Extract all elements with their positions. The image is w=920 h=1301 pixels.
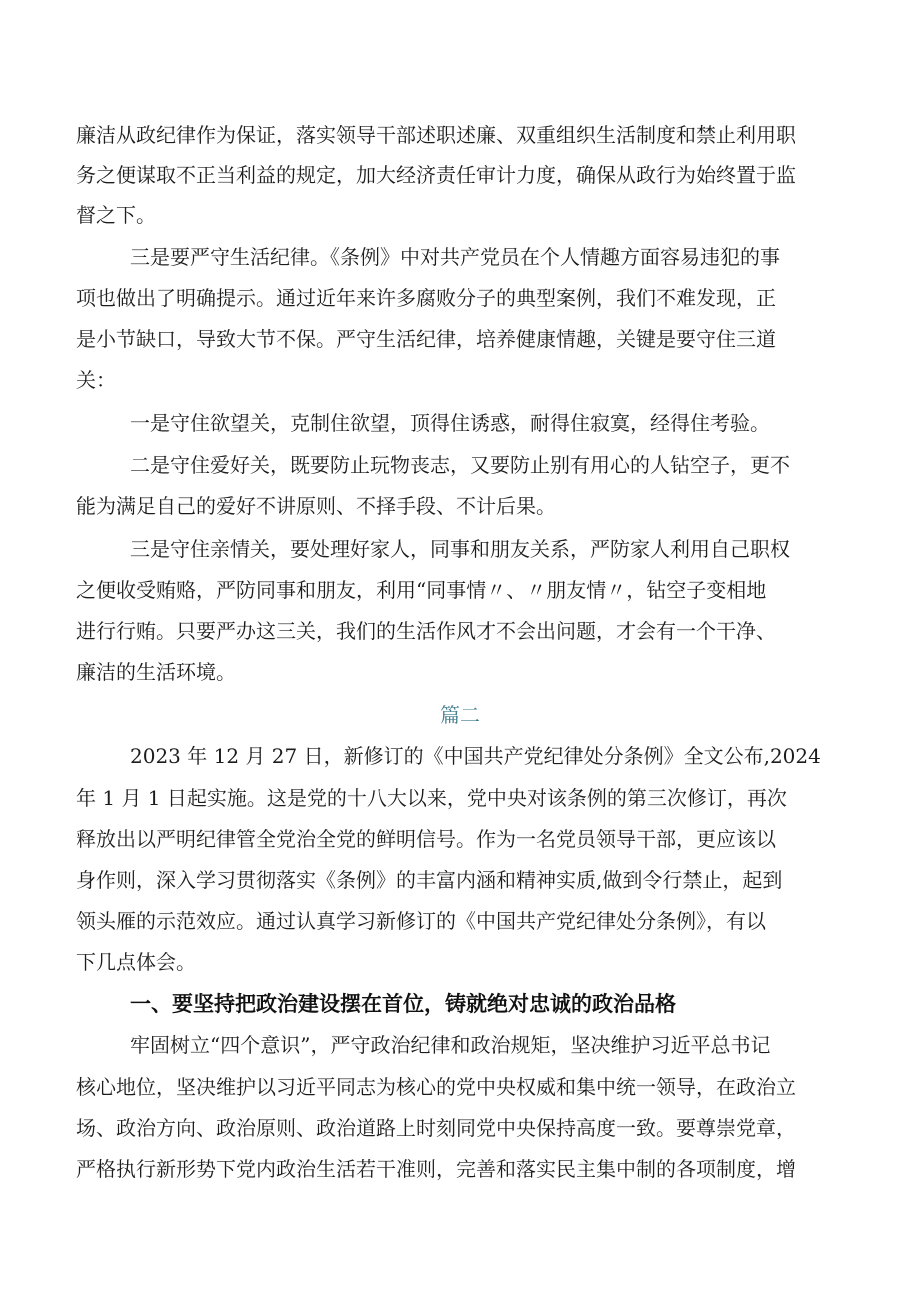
body-text-line: 是小节缺口，导致大节不保。严守生活纪律，培养健康情趣，关键是要守住三道 — [76, 327, 776, 351]
body-text-line: 下几点体会。 — [76, 950, 196, 974]
body-text-line: 2023 年 12 月 27 日，新修订的《中国共产党纪律处分条例》全文公布,2024 — [130, 744, 821, 768]
body-text-line: 廉洁的生活环境。 — [76, 660, 236, 684]
body-text-line: 场、政治方向、政治原则、政治道路上时刻同党中央保持高度一致。要尊崇党章， — [76, 1116, 796, 1140]
body-text-line: 务之便谋取不正当利益的规定，加大经济责任审计力度，确保从政行为始终置于监 — [76, 163, 796, 187]
body-text-line: 关： — [76, 368, 116, 392]
body-text-line: 能为满足自己的爱好不讲原则、不择手段、不计后果。 — [76, 494, 556, 518]
body-text-line: 三是守住亲情关，要处理好家人，同事和朋友关系，严防家人利用自己职权 — [130, 537, 790, 561]
body-text-line: 督之下。 — [76, 203, 156, 227]
body-text-line: 严格执行新形势下党内政治生活若干准则，完善和落实民主集中制的各项制度，增 — [76, 1157, 796, 1181]
body-text-line: 之便收受贿赂，严防同事和朋友，利用“同事情〃、〃朋友情〃，钻空子变相地 — [76, 578, 767, 602]
section-title: 篇二 — [440, 703, 480, 727]
body-text-line: 年 1 月 1 日起实施。这是党的十八大以来，党中央对该条例的第三次修订，再次 — [76, 786, 787, 810]
body-text-line: 进行行贿。只要严办这三关，我们的生活作风才不会出问题，才会有一个干净、 — [76, 619, 776, 643]
section-heading: 一、要坚持把政治建设摆在首位，铸就绝对忠诚的政治品格 — [130, 992, 676, 1016]
body-text-line: 身作则，深入学习贯彻落实《条例》的丰富内涵和精神实质,做到令行禁止，起到 — [76, 868, 783, 892]
body-text-line: 核心地位，坚决维护以习近平同志为核心的党中央权威和集中统一领导，在政治立 — [76, 1075, 796, 1099]
body-text-line: 项也做出了明确提示。通过近年来许多腐败分子的典型案例，我们不难发现，正 — [76, 286, 776, 310]
body-text-line: 释放出以严明纪律管全党治全党的鲜明信号。作为一名党员领导干部，更应该以 — [76, 827, 776, 851]
body-text-line: 领头雁的示范效应。通过认真学习新修订的《中国共产党纪律处分条例》，有以 — [76, 909, 766, 933]
body-text-line: 二是守住爱好关，既要防止玩物丧志，又要防止别有用心的人钻空子，更不 — [130, 453, 790, 477]
body-text-line: 一是守住欲望关，克制住欲望，顶得住诱惑，耐得住寂寞，经得住考验。 — [130, 411, 770, 435]
body-text-line: 三是要严守生活纪律。《条例》中对共产党员在个人情趣方面容易违犯的事 — [130, 245, 780, 269]
body-text-line: 廉洁从政纪律作为保证，落实领导干部述职述廉、双重组织生活制度和禁止利用职 — [76, 123, 796, 147]
body-text-line: 牢固树立“四个意识”，严守政治纪律和政治规矩，坚决维护习近平总书记 — [130, 1033, 771, 1057]
